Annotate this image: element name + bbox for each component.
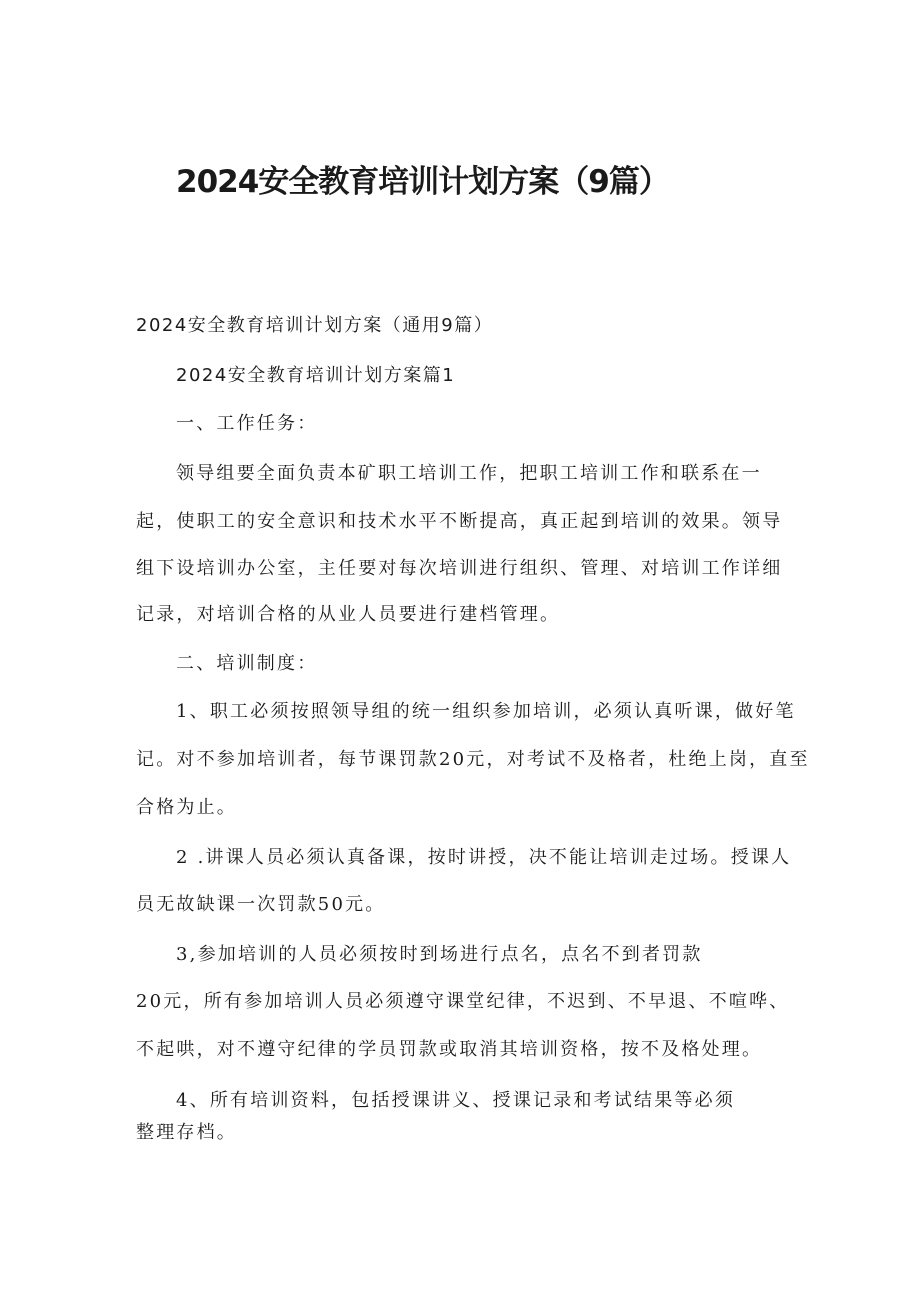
paragraph-line: 记录，对培训合格的从业人员要进行建档管理。: [136, 604, 561, 625]
paragraph-line: 员无故缺课一次罚款50元。: [136, 894, 386, 915]
paragraph-line: 组下设培训办公室，主任要对每次培训进行组织、管理、对培训工作详细: [136, 558, 783, 579]
heading-training-rules: 二、培训制度：: [176, 653, 318, 674]
paragraph-line: 整理存档。: [136, 1122, 237, 1143]
document-subtitle: 2024安全教育培训计划方案（通用9篇）: [136, 315, 494, 336]
paragraph-line: 2 .讲课人员必须认真备课，按时讲授，决不能让培训走过场。授课人: [176, 847, 792, 868]
paragraph-line: 20元，所有参加培训人员必须遵守课堂纪律，不迟到、不早退、不喧哗、: [136, 991, 790, 1012]
heading-work-tasks: 一、工作任务：: [176, 413, 318, 434]
document-title: 2024安全教育培训计划方案（9篇）: [176, 164, 669, 200]
paragraph-line: 不起哄，对不遵守纪律的学员罚款或取消其培训资格，按不及格处理。: [136, 1039, 763, 1060]
section-heading: 2024安全教育培训计划方案篇1: [176, 365, 456, 386]
paragraph-line: 1、职工必须按照领导组的统一组织参加培训，必须认真听课，做好笔: [176, 701, 796, 722]
paragraph-line: 领导组要全面负责本矿职工培训工作，把职工培训工作和联系在一: [176, 463, 762, 484]
paragraph-line: 4、所有培训资料，包括授课讲义、授课记录和考试结果等必须: [176, 1090, 736, 1111]
paragraph-line: 合格为止。: [136, 797, 237, 818]
paragraph-line: 记。对不参加培训者，每节课罚款20元，对考试不及格者，杜绝上岗，直至: [136, 749, 810, 770]
paragraph-line: 起，使职工的安全意识和技术水平不断提高，真正起到培训的效果。领导: [136, 511, 783, 532]
paragraph-line: 3,参加培训的人员必须按时到场进行点名，点名不到者罚款: [176, 944, 703, 965]
